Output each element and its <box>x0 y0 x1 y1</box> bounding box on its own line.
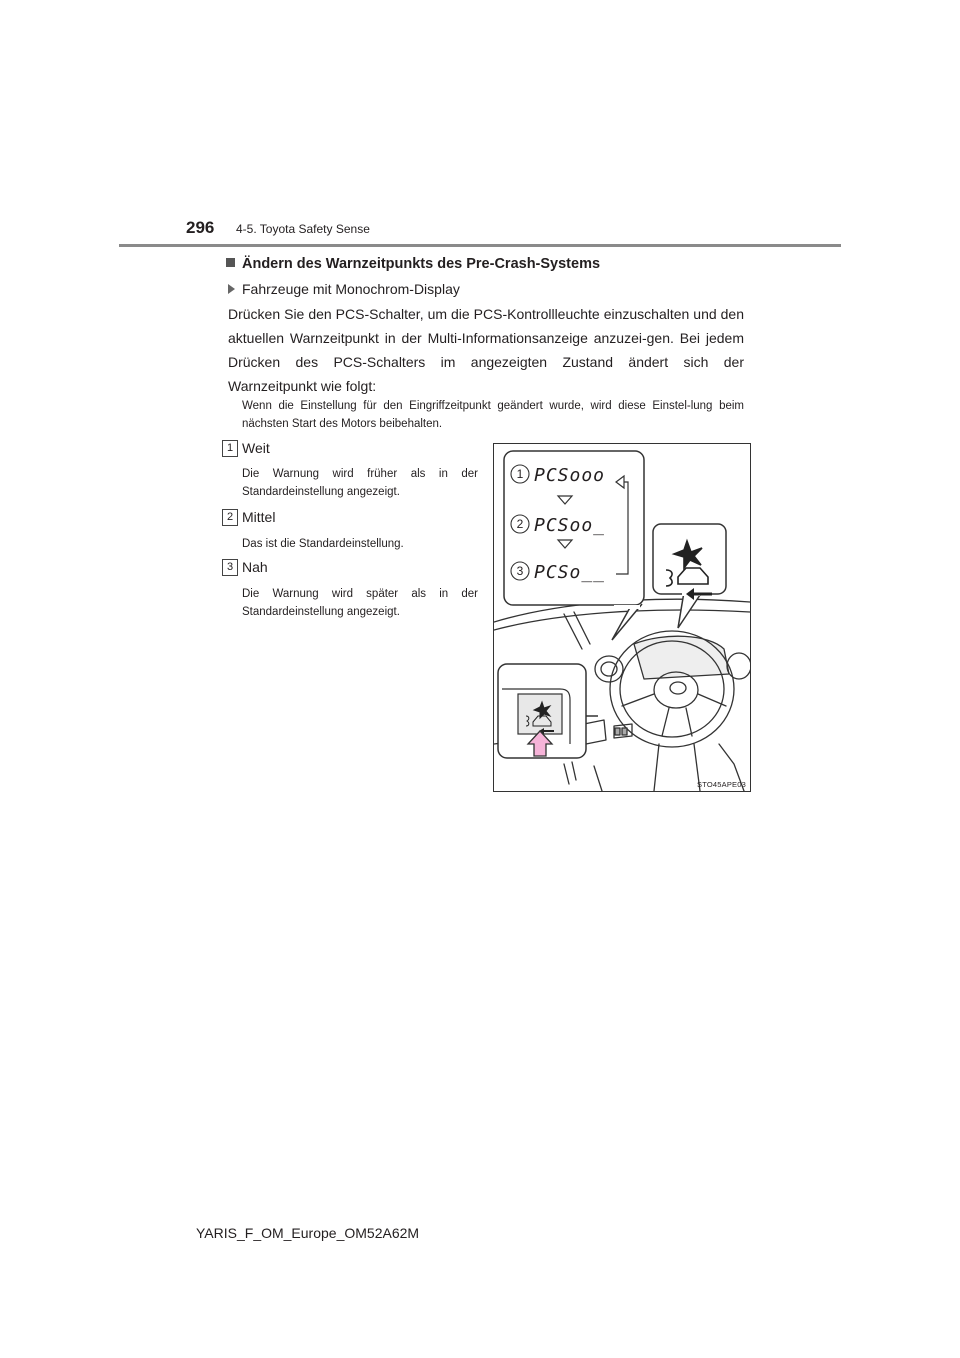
option-number-badge: 2 <box>222 509 238 526</box>
display-text-near: PCSo__ <box>534 562 606 583</box>
option-description: Die Warnung wird früher als in der Standardeinstellung angezeigt. <box>242 468 478 498</box>
option-title: Weit <box>242 440 270 456</box>
option-description: Das ist die Standardeinstellung. <box>242 538 404 550</box>
note-paragraph: Wenn die Einstellung für den Eingriffzeitpunkt geändert wurde, wird diese Einstel-lung beim nächsten Start des Motors beibehalten. <box>242 400 744 430</box>
callout-number: 1 <box>516 467 524 481</box>
option-title: Mittel <box>242 509 276 525</box>
triangle-bullet-icon <box>228 284 235 294</box>
section-heading <box>226 256 600 272</box>
callout-number: 3 <box>516 564 524 578</box>
body-paragraph: Drücken Sie den PCS-Schalter, um die PCS-Kontrollleuchte einzuschalten und den aktuellen Warnzeitpunkt in der Multi-Informationsanzeige anzuzei-gen. Bei jedem Drücken des PCS-Schalters im angezeigten Zustand ändert sich der Warnzeitpunkt wie folgt: <box>228 306 744 394</box>
section-heading-text: Ändern des Warnzeitpunkts des Pre-Crash-Systems <box>242 256 601 272</box>
page-number: 296 <box>186 218 215 237</box>
header-divider <box>119 244 841 247</box>
section-header: 4-5. Toyota Safety Sense <box>236 222 370 236</box>
figure-code: STO45APE03 <box>697 780 746 789</box>
option-number-badge: 1 <box>222 440 238 457</box>
callout-number: 2 <box>516 517 524 531</box>
option-description: Die Warnung wird später als in der Standardeinstellung angezeigt. <box>242 588 478 618</box>
display-text-middle: PCSoo_ <box>534 515 606 536</box>
footer-document-id: YARIS_F_OM_Europe_OM52A62M <box>196 1225 420 1241</box>
pcs-switch-illustration <box>493 443 751 792</box>
subheading-text: Fahrzeuge mit Monochrom-Display <box>242 281 460 297</box>
subheading <box>228 281 460 297</box>
illustration-drawing <box>494 444 750 791</box>
option-title: Nah <box>242 559 268 575</box>
display-text-far: PCSooo <box>534 465 606 486</box>
option-number-badge: 3 <box>222 559 238 576</box>
square-bullet-icon <box>226 258 235 267</box>
